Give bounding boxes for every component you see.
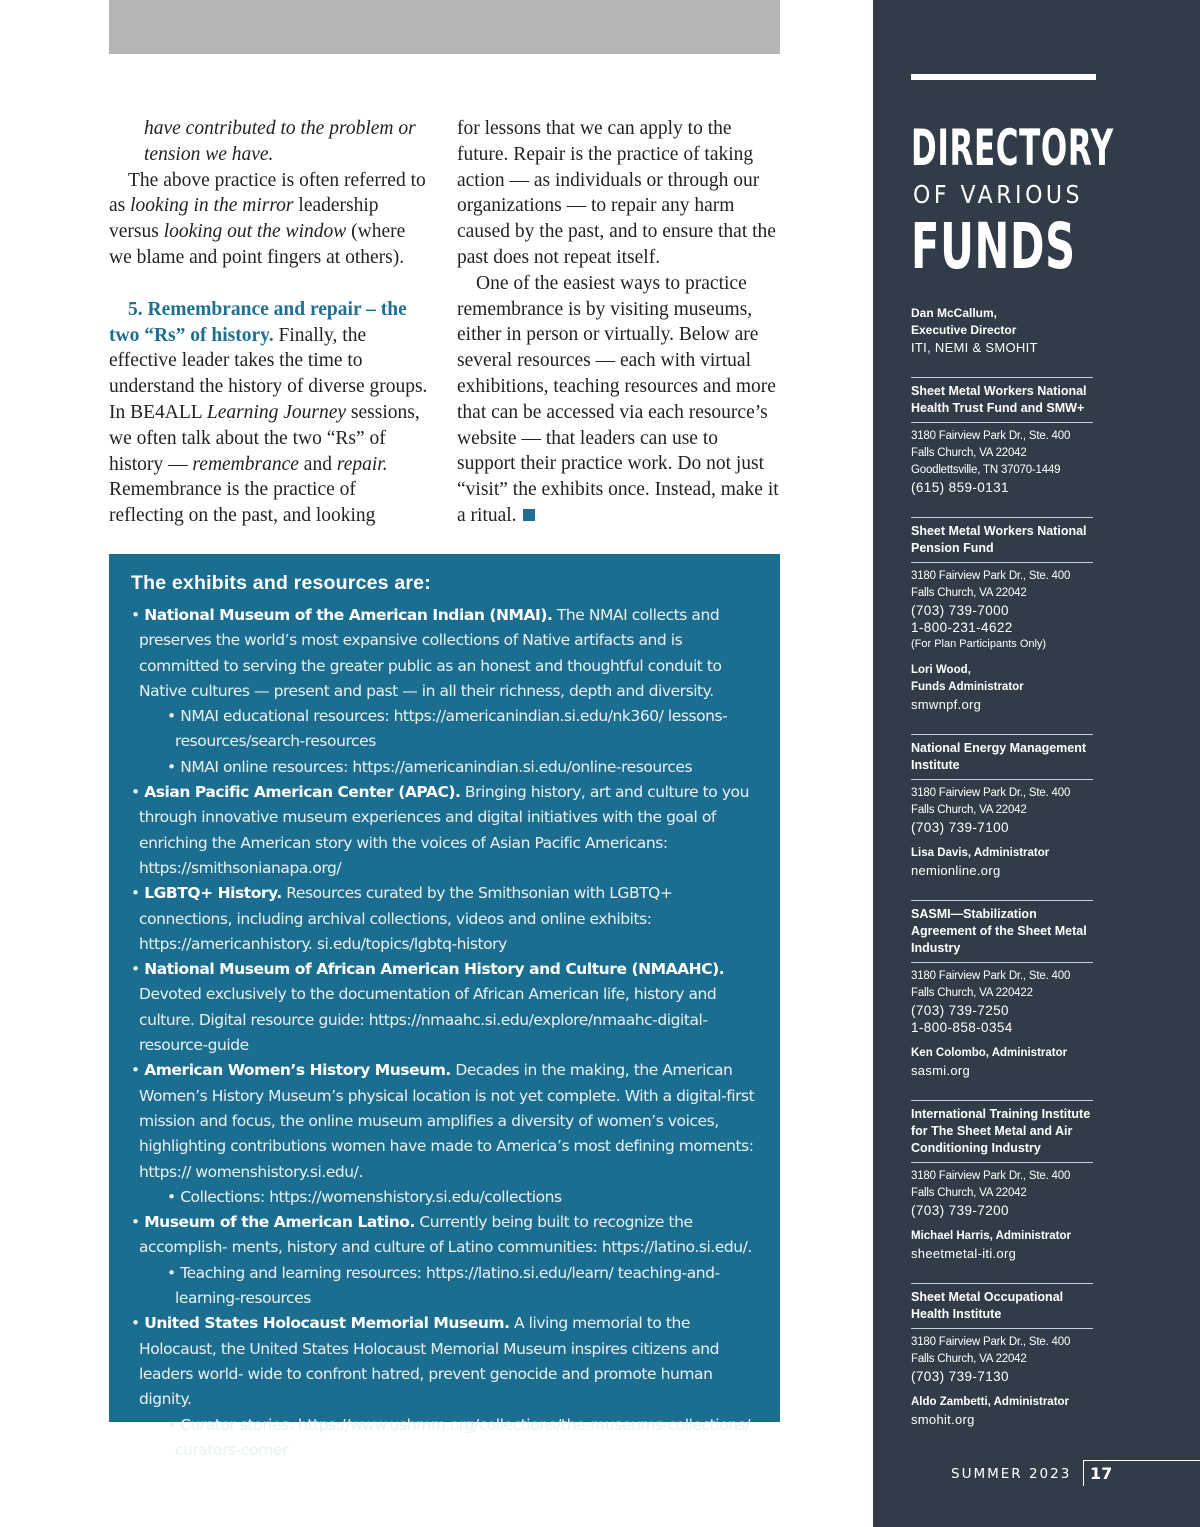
- list-item: • NMAI educational resources: https://americanindian.si.edu/nk360/ lessons-resources/search-resources: [167, 707, 728, 751]
- sidebar-title-directory: DIRECTORY: [911, 119, 1114, 177]
- fund-details: 3180 Fairview Park Dr., Ste. 400 Falls Church, VA 22042 (703) 739-7000 1-800-231-4622 (For Plan Participants Only) Lori Wood, Funds Administrator smwnpf.org: [911, 563, 1093, 722]
- end-of-article-square-icon: [523, 509, 535, 521]
- footer-rule: [1083, 1460, 1200, 1461]
- directory-sidebar: [873, 0, 1200, 1527]
- paragraph-museums: One of the easiest ways to practice remembrance is by visiting museums, either in person or virtually. Below are several resources — each with virtual exhibitions, teaching resources and more that can be accessed via each resource’s website — that leaders can use to support their practice work. Do not just “visit” the exhibits once. Instead, make it a ritual.: [457, 272, 779, 526]
- list-item: • Collections: https://womenshistory.si.edu/collections: [167, 1187, 562, 1206]
- right-text-column: [457, 116, 780, 529]
- sidebar-top-rule: [911, 74, 1096, 80]
- list-item: • National Museum of African American History and Culture (NMAAHC). Devoted exclusively to the documentation of African American life, history and culture. Digital resource guide: https://nmaahc.si.edu/explore/nmaahc-digital-resource-guide: [131, 960, 725, 1055]
- fund-name: Sheet Metal Workers National Pension Fund: [911, 517, 1093, 563]
- fund-website[interactable]: nemionline.org: [911, 863, 1001, 878]
- list-item: • Asian Pacific American Center (APAC). Bringing history, art and culture to you through innovative museum experiences and digital initiatives with the goal of enriching the American story with the voices of Asian Pacific Americans: https://smithsonianapa.org/: [131, 783, 749, 877]
- fund-website[interactable]: smohit.org: [911, 1412, 975, 1427]
- fund-name: SASMI—Stabilization Agreement of the Sheet Metal Industry: [911, 900, 1093, 963]
- executive-director-entry: Dan McCallum, Executive Director ITI, NEMI & SMOHIT: [911, 306, 1038, 355]
- fund-website[interactable]: smwnpf.org: [911, 697, 982, 712]
- list-item: • Teaching and learning resources: https://latino.si.edu/learn/ teaching-and-learning-resources: [167, 1263, 720, 1308]
- list-item: • NMAI online resources: https://americanindian.si.edu/online-resources: [167, 757, 693, 776]
- resources-box: [109, 554, 780, 1459]
- resources-title: The exhibits and resources are:: [131, 572, 431, 594]
- fund-name: Sheet Metal Occupational Health Institute: [911, 1283, 1093, 1329]
- sidebar-title-of-various: OF VARIOUS: [913, 180, 1084, 209]
- quote-continuation: have contributed to the problem or tension we have.: [144, 118, 416, 165]
- fund-details: 3180 Fairview Park Dr., Ste. 400 Falls Church, VA 22042 Goodlettsville, TN 37070-1449 (615) 859-0131: [911, 430, 1071, 495]
- sidebar-title-funds: FUNDS: [911, 210, 1076, 283]
- header-gray-bar: [109, 0, 780, 54]
- list-item: • National Museum of the American Indian (NMAI). The NMAI collects and preserves the world’s most expansive collections of Native artifacts and is committed to serving the greater public as an honest and thoughtful conduit to Native cultures — present and past — in all their richness, depth and diversity.: [131, 606, 722, 700]
- paragraph-repair: for lessons that we can apply to the future. Repair is the practice of taking action — as individuals or through our organizations — to repair any harm caused by the past, and to ensure that the past does not repeat itself.: [457, 118, 776, 268]
- fund-name: Sheet Metal Workers National Health Trust Fund and SMW+: [911, 377, 1093, 423]
- section-heading: 5. Remembrance and repair – the two “Rs” of history.: [109, 298, 407, 346]
- footer-divider: [1083, 1460, 1084, 1486]
- list-item: • LGBTQ+ History. Resources curated by the Smithsonian with LGBTQ+ connections, including archival collections, videos and online exhibits: https://americanhistory. si.edu/topics/lgbtq-history: [131, 884, 673, 953]
- fund-details: 3180 Fairview Park Dr., Ste. 400 Falls Church, VA 22042 (703) 739-7200 Michael Harris, Administrator sheetmetal-iti.org: [911, 1163, 1093, 1271]
- list-item: • United States Holocaust Memorial Museum. A living memorial to the Holocaust, the United States Holocaust Memorial Museum inspires citizens and leaders world- wide to confront hatred, prevent genocide and promote human dignity.: [131, 1314, 720, 1409]
- fund-website[interactable]: sasmi.org: [911, 1063, 971, 1078]
- page-number: 17: [1090, 1464, 1113, 1483]
- funds-directory-list: [911, 305, 1093, 1437]
- issue-season: SUMMER 2023: [951, 1466, 1072, 1482]
- fund-details: 3180 Fairview Park Dr., Ste. 400 Falls Church, VA 220422 (703) 739-7250 1-800-858-0354 Ken Colombo, Administrator sasmi.org: [911, 963, 1093, 1088]
- list-item: • Curator stories: https://www.ushmm.org/collections/the-museums-collections/ curators-corner: [167, 1415, 750, 1459]
- fund-details: 3180 Fairview Park Dr., Ste. 400 Falls Church, VA 22042 (703) 739-7100 Lisa Davis, Administrator nemionline.org: [911, 780, 1093, 888]
- left-text-column: [109, 116, 431, 529]
- list-item: • American Women’s History Museum. Decades in the making, the American Women’s History Museum’s physical location is not yet complete. With a digital-first mission and focus, the online museum amplifies a diversity of women’s voices, highlighting contributions women have made to America’s most defining moments: https:// womenshistory.si.edu/.: [131, 1061, 755, 1181]
- list-item: • Museum of the American Latino. Currently being built to recognize the accomplish- ments, history and culture of Latino communities: https://latino.si.edu/.: [131, 1213, 752, 1257]
- paragraph-remembrance: 5. Remembrance and repair – the two “Rs” of history. Finally, the effective leader takes the time to understand the history of diverse groups. In BE4ALL Learning Journey sessions, we often talk about the two “Rs” of history — remembrance and repair. Remembrance is the practice of reflecting on the past, and looking: [109, 298, 428, 527]
- fund-website[interactable]: sheetmetal-iti.org: [911, 1246, 1017, 1261]
- paragraph-mirror: The above practice is often referred to as looking in the mirror leadership versus looking out the window (where we blame and point fingers at others).: [109, 169, 426, 268]
- resources-list: [131, 603, 760, 1463]
- fund-name: International Training Institute for The Sheet Metal and Air Conditioning Industry: [911, 1100, 1093, 1163]
- fund-name: National Energy Management Institute: [911, 734, 1093, 780]
- fund-details: 3180 Fairview Park Dr., Ste. 400 Falls Church, VA 22042 (703) 739-7130 Aldo Zambetti, Administrator smohit.org: [911, 1329, 1093, 1437]
